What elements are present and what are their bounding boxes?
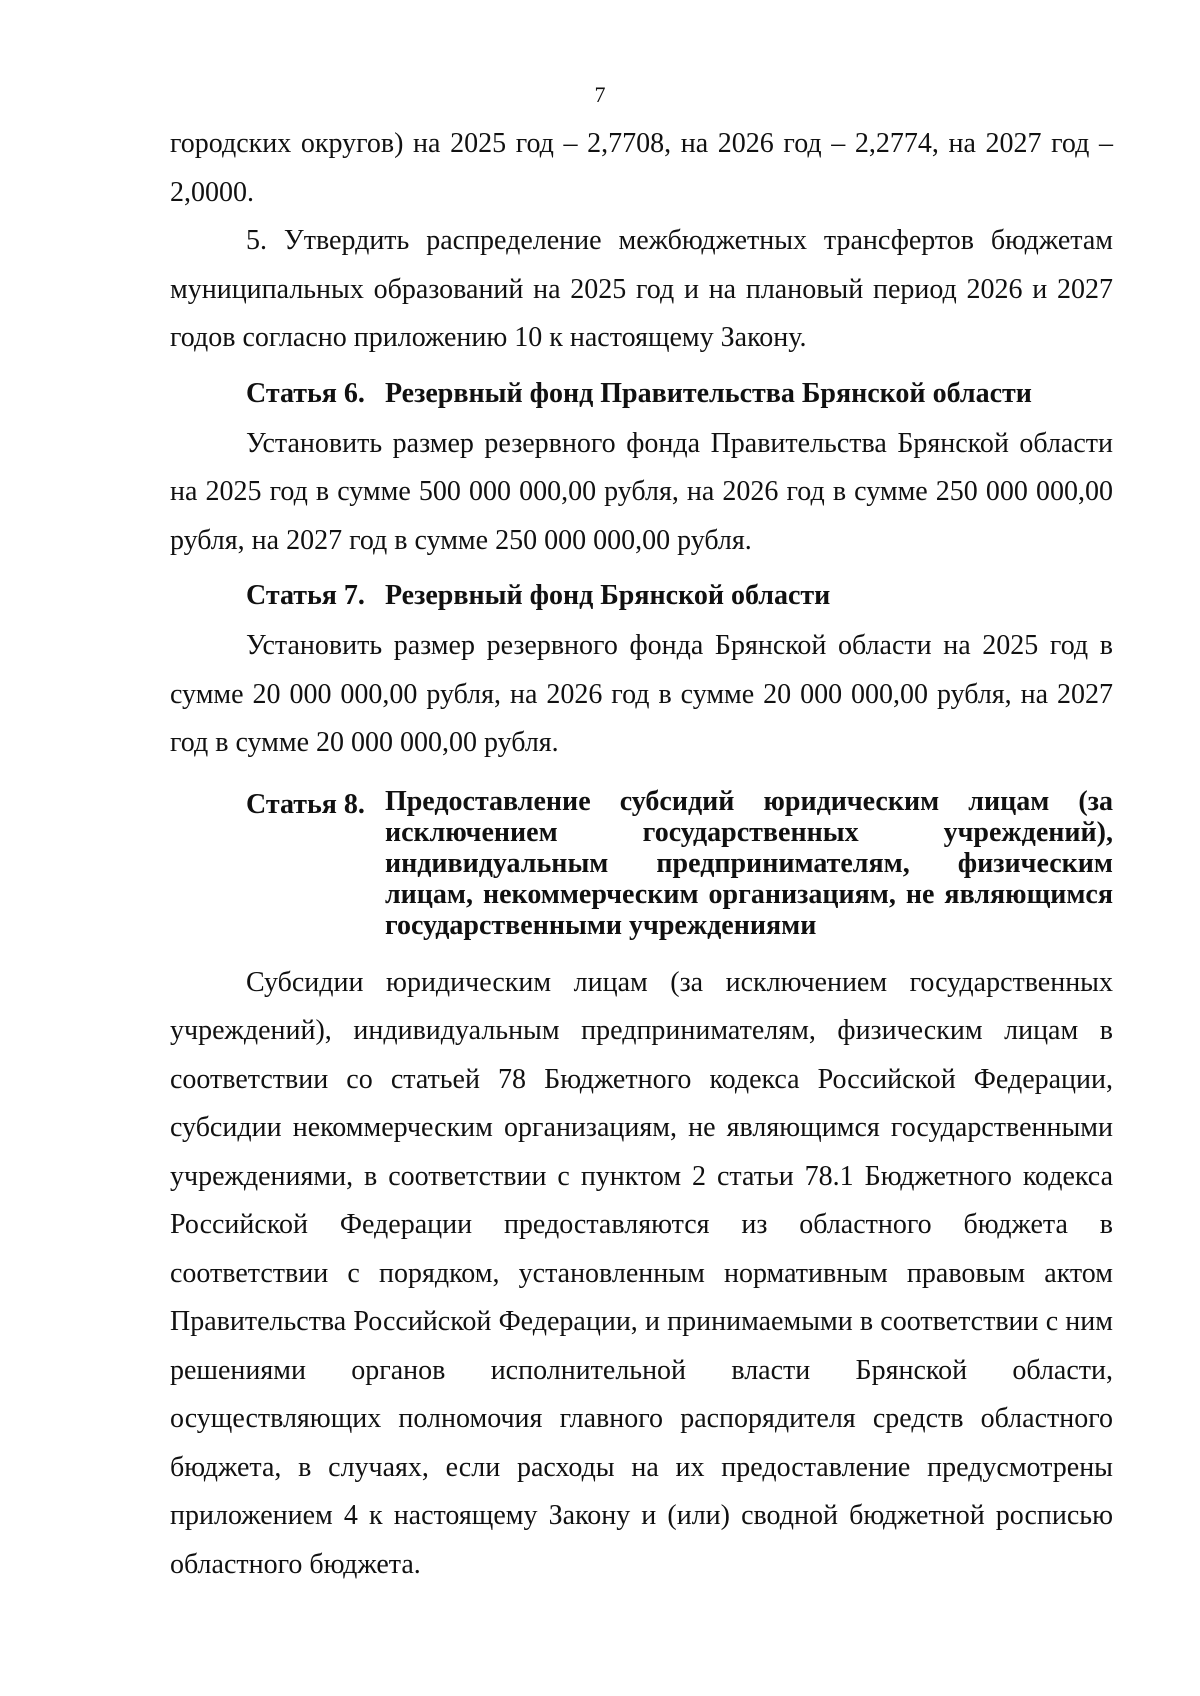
article-title: Резервный фонд Правительства Брянской области (384, 377, 1032, 409)
page-number: 7 (594, 82, 606, 107)
paragraph-article-7: Установить размер резервного фонда Брянской области на 2025 год в сумме 20 000 000,00 рубля, на 2026 год в сумме 20 000 000,00 рубля, на 2027 год в сумме 20 000 000,00 рубля. (170, 630, 1113, 758)
article-label: Статья 6. (246, 377, 365, 409)
paragraph-article-8: Субсидии юридическим лицам (за исключением государственных учреждений), индивидуальным предпринимателям, физическим лицам в соответствии со статьей 78 Бюджетного кодекса Российской Федерации, субсидии некоммерческим организациям, не являющимся государственными учреждениями, в соответствии с пунктом 2 статьи 78.1 Бюджетного кодекса Российской Федерации предоставляются из областного бюджета в соответствии с порядком, установленным нормативным правовым актом Правительства Российской Федерации, и принимаемыми в соответствии с ним решениями органов исполнительной власти Брянской области, осуществляющих полномочия главного распорядителя средств областного бюджета, в случаях, если расходы на их предоставление предусмотрены приложением 4 к настоящему Закону и (или) сводной бюджетной росписью областного бюджета. (170, 966, 1113, 1580)
article-6-heading (246, 375, 1113, 412)
article-7-heading (246, 577, 1113, 614)
article-8-heading (246, 786, 1113, 941)
article-title: Предоставление субсидий юридическим лицам (за исключением государственных учреждений), индивидуальным предпринимателям, физическим лицам, некоммерческим организациям, не являющимся государственными учреждениями (384, 785, 1113, 941)
article-label: Статья 7. (246, 580, 365, 611)
article-title: Резервный фонд Брянской области (384, 580, 831, 611)
paragraph-article-6: Установить размер резервного фонда Правительства Брянской области на 2025 год в сумме 500 000 000,00 рубля, на 2026 год в сумме 250 000 000,00 рубля, на 2027 год в сумме 250 000 000,00 рубля. (170, 427, 1113, 556)
paragraph-continuation: городских округов) на 2025 год – 2,7708, на 2026 год – 2,2774, на 2027 год – 2,0000. (170, 128, 1113, 208)
document-body (170, 120, 1113, 1589)
paragraph-item-5: 5. Утвердить распределение межбюджетных трансфертов бюджетам муниципальных образований на 2025 год и на плановый период 2026 и 2027 годов согласно приложению 10 к настоящему Закону. (170, 225, 1113, 353)
article-label: Статья 8. (246, 788, 365, 820)
